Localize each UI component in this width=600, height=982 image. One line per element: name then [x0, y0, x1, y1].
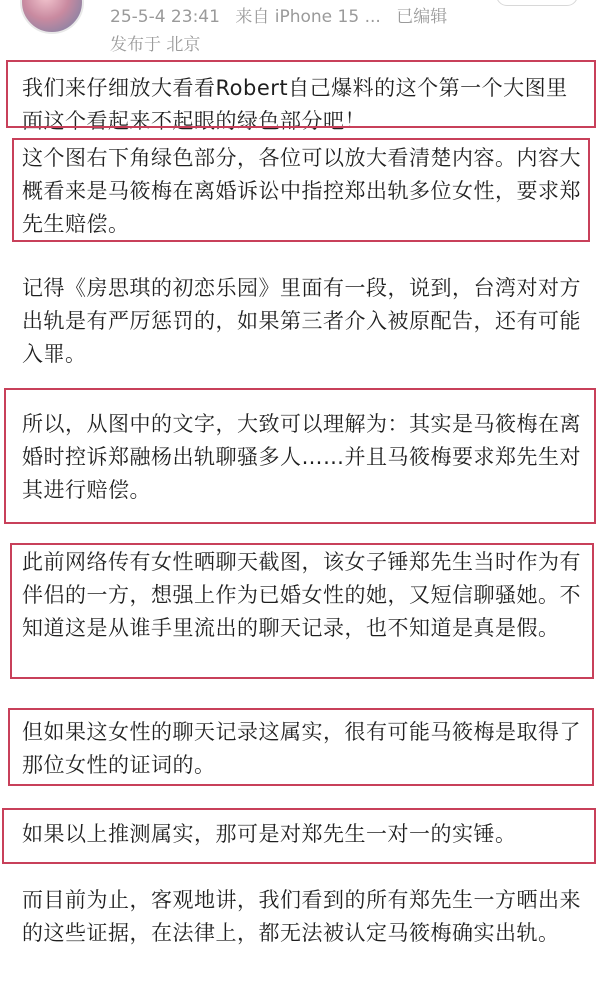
paragraph-1: 我们来仔细放大看看Robert自己爆料的这个第一个大图里面这个看起来不起眼的绿色部分吧！ — [22, 76, 568, 133]
paragraph-4: 所以，从图中的文字，大致可以理解为：其实是马筱梅在离婚时控诉郑融杨出轨聊骚多人……并且马筱梅要求郑先生对其进行赔偿。 — [22, 412, 581, 502]
post-timestamp: 25-5-4 23:41 — [110, 7, 220, 27]
paragraph-7: 如果以上推测属实，那可是对郑先生一对一的实锤。 — [22, 822, 517, 846]
highlight-box-4 — [10, 543, 594, 679]
post-meta — [110, 2, 457, 27]
paragraph-6: 但如果这女性的聊天记录这属实，很有可能马筱梅是取得了那位女性的证词的。 — [22, 720, 581, 777]
avatar[interactable] — [20, 0, 84, 34]
paragraph-3: 记得《房思琪的初恋乐园》里面有一段，说到，台湾对对方出轨是有严厉惩罚的，如果第三者介入被原配告，还有可能入罪。 — [22, 276, 581, 366]
paragraph-8: 而目前为止，客观地讲，我们看到的所有郑先生一方晒出来的这些证据，在法律上，都无法被认定马筱梅确实出轨。 — [22, 888, 581, 945]
post-source[interactable]: 来自 iPhone 15 ... — [235, 7, 381, 27]
post-location: 发布于 北京 — [110, 35, 201, 55]
paragraph-2: 这个图右下角绿色部分，各位可以放大看清楚内容。内容大概看来是马筱梅在离婚诉讼中指控郑出轨多位女性，要求郑先生赔偿。 — [22, 146, 581, 236]
highlight-box-2 — [12, 138, 590, 242]
post-header — [0, 0, 600, 56]
highlight-box-1 — [6, 60, 596, 128]
highlight-box-6 — [2, 808, 596, 864]
follow-button[interactable] — [496, 0, 578, 6]
highlight-box-3 — [4, 388, 596, 524]
paragraph-5: 此前网络传有女性晒聊天截图，该女子锤郑先生当时作为有伴侣的一方，想强上作为已婚女性的她，又短信聊骚她。不知道这是从谁手里流出的聊天记录，也不知道是真是假。 — [22, 550, 581, 640]
edited-label[interactable]: 已编辑 — [396, 7, 448, 27]
highlight-box-5 — [8, 708, 594, 786]
